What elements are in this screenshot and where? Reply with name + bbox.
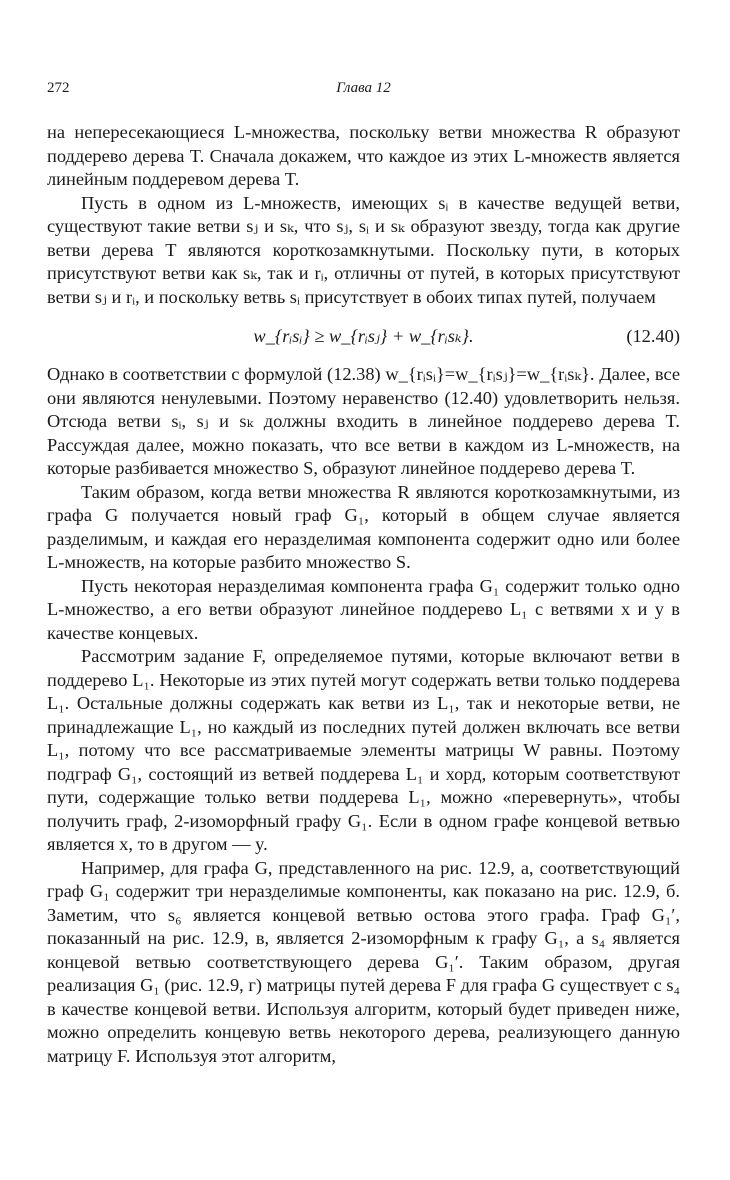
paragraph: Таким образом, когда ветви множества R являются короткозамкнутыми, из графа G получается новый граф G₁, который в общем случае является разделимым, и каждая его неразделимая компонента содержит одно или более L-множеств, на которые разбито множество S. <box>47 481 680 572</box>
paragraph: на непересекающиеся L-множества, поскольку ветви множества R образуют поддерево дерева T. Сначала докажем, что каждое из этих L-множеств является линейным поддеревом дерева T. <box>47 122 680 189</box>
formula-expression: w_{rᵢsᵢ} ≥ w_{rᵢsⱼ} + w_{rᵢsₖ}. <box>253 326 474 346</box>
body-text <box>47 121 680 1068</box>
display-formula <box>47 309 680 363</box>
paragraph: Пусть некоторая неразделимая компонента графа G₁ содержит только одно L-множество, а его ветви образуют линейное поддерево L₁ с ветвями x и y в качестве концевых. <box>47 575 680 643</box>
page-header <box>47 80 680 102</box>
paragraph: Рассмотрим задание F, определяемое путями, которые включают ветви в поддерево L₁. Некоторые из этих путей могут содержать ветви только поддерева L₁. Остальные должны содержать как ветви из L₁, так и некоторые ветви, не принадлежащие L₁, но каждый из последних путей должен включать все ветви L₁, потому что все рассматриваемые элементы матрицы W равны. Поэтому подграф G₁, состоящий из ветвей поддерева L₁ и хорд, которым соответствуют пути, содержащие только ветви поддерева L₁, можно «перевернуть», чтобы получить граф, 2-изоморфный графу G₁. Если в одном графе концевой ветвью является x, то в другом — y. <box>47 646 680 854</box>
paragraph: Пусть в одном из L-множеств, имеющих sᵢ в качестве ведущей ветви, существуют такие ветви sⱼ и sₖ, что sⱼ, sᵢ и sₖ образуют звезду, тогда как другие ветви дерева T являются короткозамкнутыми. Поскольку пути, в которых присутствуют ветви как sₖ, так и rᵢ, отличны от путей, в которых присутствуют ветви sⱼ и rᵢ, и поскольку ветвь sᵢ присутствует в обоих типах путей, получаем <box>47 192 680 307</box>
page-number: 272 <box>47 80 70 96</box>
running-title: Глава 12 <box>336 80 391 96</box>
equation-number: (12.40) <box>626 326 680 346</box>
paragraph: Например, для графа G, представленного на рис. 12.9, а, соответствующий граф G₁ содержит три неразделимые компоненты, как показано на рис. 12.9, б. Заметим, что s₆ является концевой ветвью остова этого графа. Граф G₁′, показанный на рис. 12.9, в, является 2-изоморфным к графу G₁, а s₄ является концевой ветвью соответствующего дерева G₁′. Таким образом, другая реализация G₁ (рис. 12.9, г) матрицы путей дерева F для графа G существует с s₄ в качестве концевой ветви. Используя алгоритм, который будет приведен ниже, можно определить концевую ветвь некоторого дерева, реализующего данную матрицу F. Используя этот алгоритм, <box>47 857 680 1066</box>
paragraph: Однако в соответствии с формулой (12.38) w_{rᵢsᵢ}=w_{rᵢsⱼ}=w_{rᵢsₖ}. Далее, все они являются ненулевыми. Поэтому неравенство (12.40) удовлетворить нельзя. Отсюда ветви sᵢ, sⱼ и sₖ должны входить в линейное поддерево дерева T. Рассуждая далее, можно показать, что все ветви в каждом из L-множеств, на которые разбивается множество S, образуют линейное поддерево дерева T. <box>47 364 680 478</box>
